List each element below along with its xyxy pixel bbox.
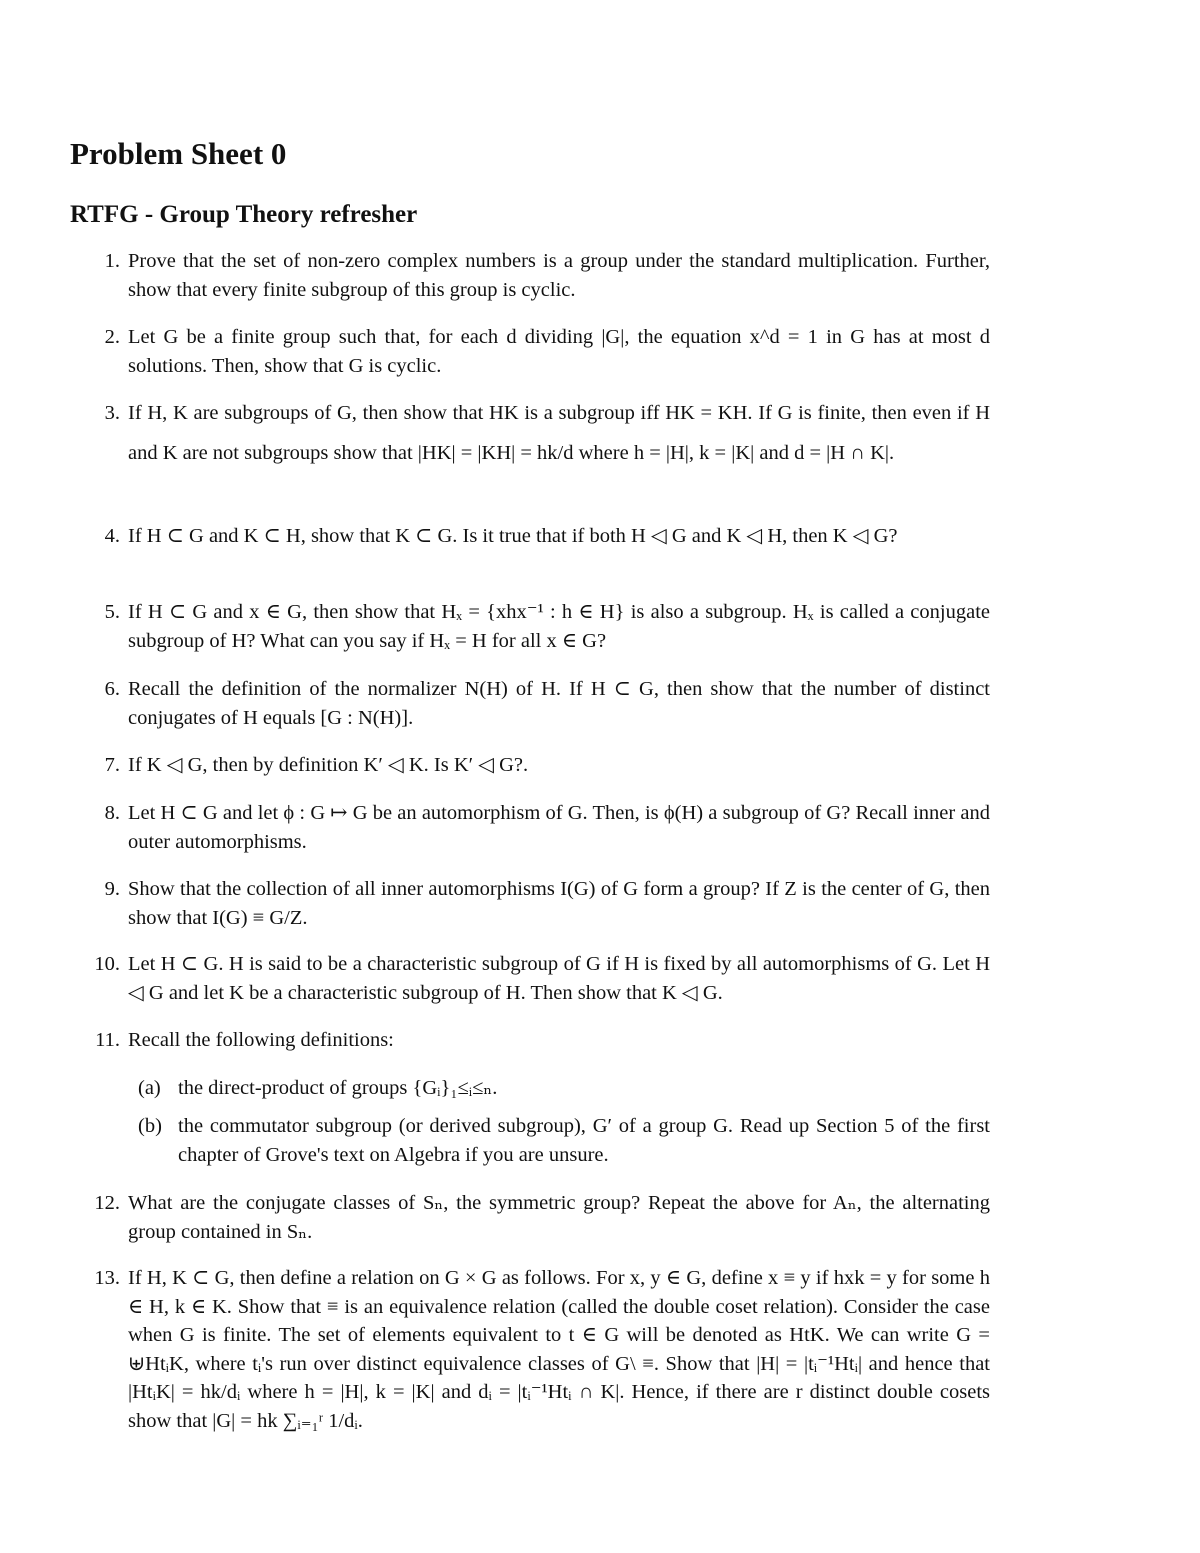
problem-4 xyxy=(104,522,990,551)
problem-5 xyxy=(104,598,990,655)
problem-text: If H ⊂ G and K ⊂ H, show that K ⊂ G. Is it true that if both H ◁ G and K ◁ H, then K ◁ G? xyxy=(128,525,898,547)
problem-number: 6. xyxy=(104,678,120,700)
subitem-label: (b) xyxy=(138,1115,162,1137)
problem-text: What are the conjugate classes of Sₙ, the symmetric group? Repeat the above for Aₙ, the alternating group contained in Sₙ. xyxy=(128,1192,990,1243)
problem-1 xyxy=(104,247,990,304)
problem-number: 4. xyxy=(104,525,120,547)
problem-7 xyxy=(104,751,990,780)
problem-number: 13. xyxy=(94,1267,120,1289)
page-title: Problem Sheet 0 xyxy=(70,136,287,171)
problem-text: Let G be a finite group such that, for each d dividing |G|, the equation x^d = 1 in G has at most d solutions. Then, show that G is cyclic. xyxy=(128,326,990,377)
problem-number: 8. xyxy=(104,802,120,824)
problem-number: 3. xyxy=(104,402,120,424)
problem-number: 2. xyxy=(104,326,120,348)
problem-text: If H ⊂ G and x ∈ G, then show that Hₓ = {xhx⁻¹ : h ∈ H} is also a subgroup. Hₓ is called a conjugate subgroup of H? What can you say if Hₓ = H for all x ∈ G? xyxy=(128,601,990,652)
problem-text: If K ◁ G, then by definition K′ ◁ K. Is K′ ◁ G?. xyxy=(128,754,529,776)
subitem-text: the commutator subgroup (or derived subgroup), G′ of a group G. Read up Section 5 of the first chapter of Grove's text on Algebra if you are unsure. xyxy=(178,1115,990,1166)
problem-number: 1. xyxy=(104,250,120,272)
problem-text: Recall the definition of the normalizer N(H) of H. If H ⊂ G, then show that the number of distinct conjugates of H equals [G : N(H)]. xyxy=(128,678,990,729)
problem-13 xyxy=(94,1264,990,1435)
problem-12 xyxy=(94,1189,990,1246)
problem-text: Recall the following definitions: xyxy=(128,1029,394,1051)
problem-number: 12. xyxy=(94,1192,120,1214)
problem-9 xyxy=(104,875,990,932)
problem-3 xyxy=(104,393,990,473)
problem-10 xyxy=(94,950,990,1007)
problem-number: 10. xyxy=(94,953,120,975)
page-subtitle: RTFG - Group Theory refresher xyxy=(70,201,418,228)
problem-text: If H, K ⊂ G, then define a relation on G × G as follows. For x, y ∈ G, define x ≡ y if hxk = y for some h ∈ H, k ∈ K. Show that ≡ is an equivalence relation (called the double coset relation). Consider the case when G is finite. The set of elements equivalent to t ∈ G will be denoted as HtK. We can write G = ⊎HtᵢK, where tᵢ's run over distinct equivalence classes of G\ ≡. Show that |H| = |tᵢ⁻¹Htᵢ| and hence that |HtᵢK| = hk/dᵢ where h = |H|, k = |K| and dᵢ = |tᵢ⁻¹Htᵢ ∩ K|. Hence, if there are r distinct double cosets show that |G| = hk ∑ᵢ₌₁ʳ 1/dᵢ. xyxy=(128,1267,990,1432)
problem-text: If H, K are subgroups of G, then show that HK is a subgroup iff HK = KH. If G is finite, then even if H and K are not subgroups show that |HK| = |KH| = hk/d where h = |H|, k = |K| and d = |H ∩ K|. xyxy=(128,402,990,464)
problem-number: 11. xyxy=(95,1029,120,1051)
subitem-label: (a) xyxy=(138,1077,161,1099)
problem-text: Show that the collection of all inner automorphisms I(G) of G form a group? If Z is the center of G, then show that I(G) ≡ G/Z. xyxy=(128,878,990,929)
problem-8 xyxy=(104,799,990,856)
problem-number: 9. xyxy=(104,878,120,900)
problem-6 xyxy=(104,675,990,732)
problem-text: Let H ⊂ G. H is said to be a characteristic subgroup of G if H is fixed by all automorphisms of G. Let H ◁ G and let K be a characteristic subgroup of H. Then show that K ◁ G. xyxy=(128,953,990,1004)
subitem-text: the direct-product of groups {Gᵢ}₁≤ᵢ≤ₙ. xyxy=(178,1077,498,1099)
subitem-b xyxy=(138,1112,990,1169)
problem-number: 7. xyxy=(104,754,120,776)
subitem-a xyxy=(138,1074,990,1103)
problem-2 xyxy=(104,323,990,380)
problem-text: Prove that the set of non-zero complex numbers is a group under the standard multiplication. Further, show that every finite subgroup of this group is cyclic. xyxy=(128,250,990,301)
problem-text: Let H ⊂ G and let ϕ : G ↦ G be an automorphism of G. Then, is ϕ(H) a subgroup of G? Recall inner and outer automorphisms. xyxy=(128,802,990,853)
problem-11 xyxy=(95,1026,990,1055)
problem-number: 5. xyxy=(104,601,120,623)
